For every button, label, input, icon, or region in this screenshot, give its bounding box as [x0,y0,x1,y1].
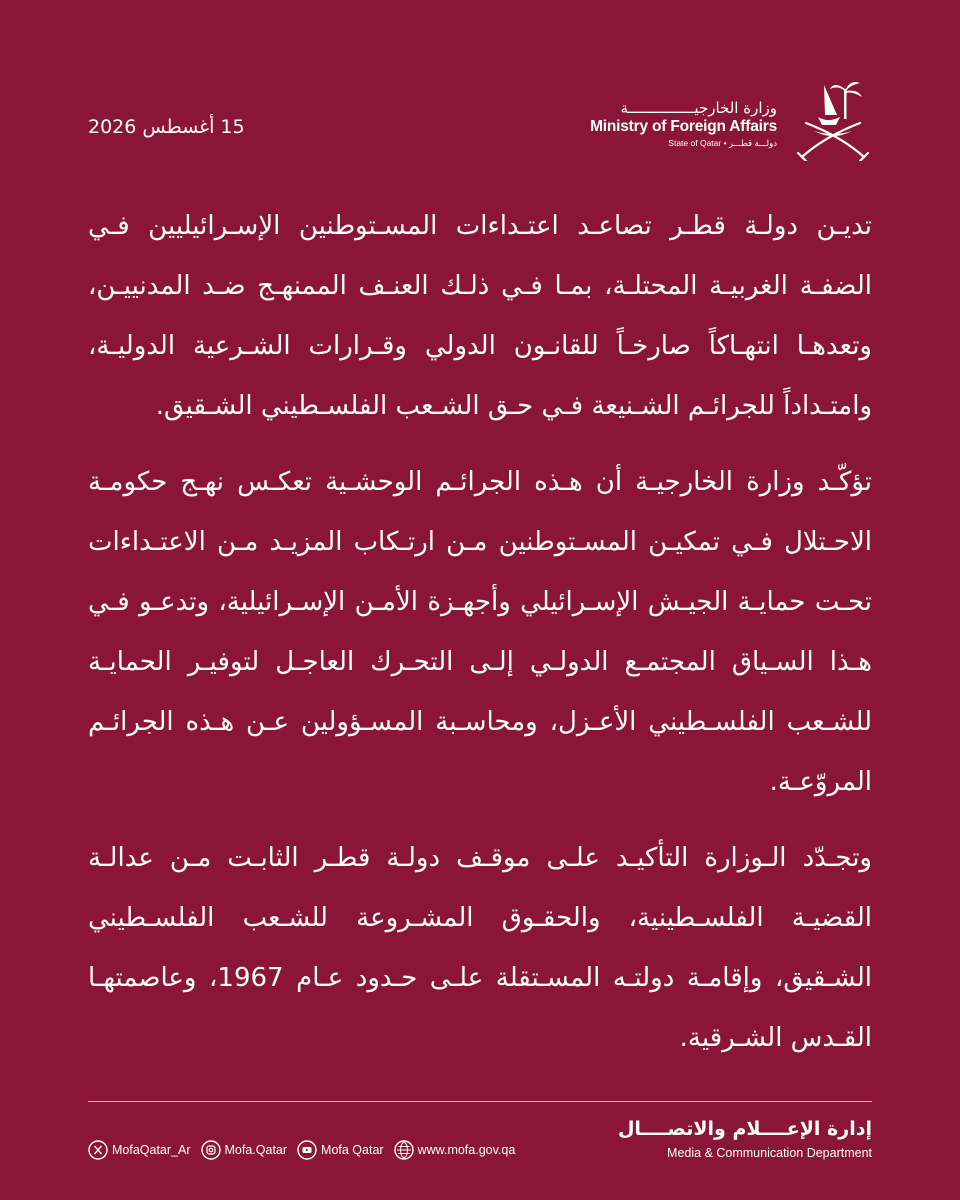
footer-divider [88,1101,872,1102]
ministry-state-label: State of Qatar • دولـــة قطـــر [668,138,777,148]
social-label-instagram: Mofa.Qatar [224,1143,288,1157]
social-label-website: www.mofa.gov.qa [417,1143,516,1157]
social-link-youtube[interactable] [297,1140,384,1160]
department-name-en: Media & Communication Department [667,1146,872,1160]
statement-paragraph-2: تؤكّـد وزارة الخارجيـة أن هـذه الجرائـم الوحشـية تعكـس نهـج حكومـة الاحـتلال فـي تمكيـن المسـتوطنين مـن ارتـكاب المزيـد مـن الاعتـداءات تحـت حمايـة الجيـش الإسـرائيلي وأجهـزة الأمـن الإسـرائيلية، وتدعـو فـي هـذا السـياق المجتمـع الدولـي إلـى التحـرك العاجـل لتوفيـر الحمايـة للشـعب الفلسـطيني الأعـزل، ومحاسـبة المسـؤولين عـن هـذه الجرائـم المروّعـة. [88,467,872,797]
ministry-logo [572,75,872,165]
social-link-x[interactable] [88,1140,191,1160]
ministry-wordmark [590,99,777,149]
social-links [88,1138,515,1162]
x-icon [88,1140,108,1160]
ministry-name-ar: وزارة الخارجيـــــــــــــــة [620,99,777,117]
instagram-icon [201,1140,221,1160]
qatar-emblem-icon [794,75,872,161]
social-label-x: MofaQatar_Ar [112,1143,191,1157]
social-link-instagram[interactable] [201,1140,288,1160]
social-link-website[interactable] [394,1140,516,1160]
statement-paragraph-3: وتجـدّد الـوزارة التأكيـد علـى موقـف دولـة قطـر الثابـت مـن عدالـة القضيـة الفلسـطينية، والحقـوق المشـروعة للشـعب الفلسـطيني الشـقيق، وإقامـة دولتـه المسـتقلة علـى حـدود عـام 1967، وعاصمتهـا القـدس الشـرقية. [88,843,872,1053]
globe-icon [394,1140,414,1160]
statement-paragraph-1: تديـن دولـة قطـر تصاعـد اعتـداءات المسـتوطنين الإسـرائيليين فـي الضفـة الغربيـة المحتلـة، بمـا فـي ذلـك العنـف الممنهـج ضـد المدنييـن، وتعدهـا انتهـاكاً صارخـاً للقانـون الدولي وقـرارات الشـرعية الدوليـة، وامتـداداً للجرائـم الشـنيعة فـي حـق الشـعب الفلسـطيني الشـقيق. [88,211,872,421]
social-label-youtube: Mofa Qatar [321,1143,384,1157]
youtube-icon [297,1140,317,1160]
department-signature [618,1117,872,1160]
statement-date: 15 أغسطس 2026 [88,116,245,138]
ministry-name-en: Ministry of Foreign Affairs [590,118,777,135]
department-name-ar: إدارة الإعــــلام والاتصــــال [617,1118,872,1140]
statement-body [88,196,872,1084]
